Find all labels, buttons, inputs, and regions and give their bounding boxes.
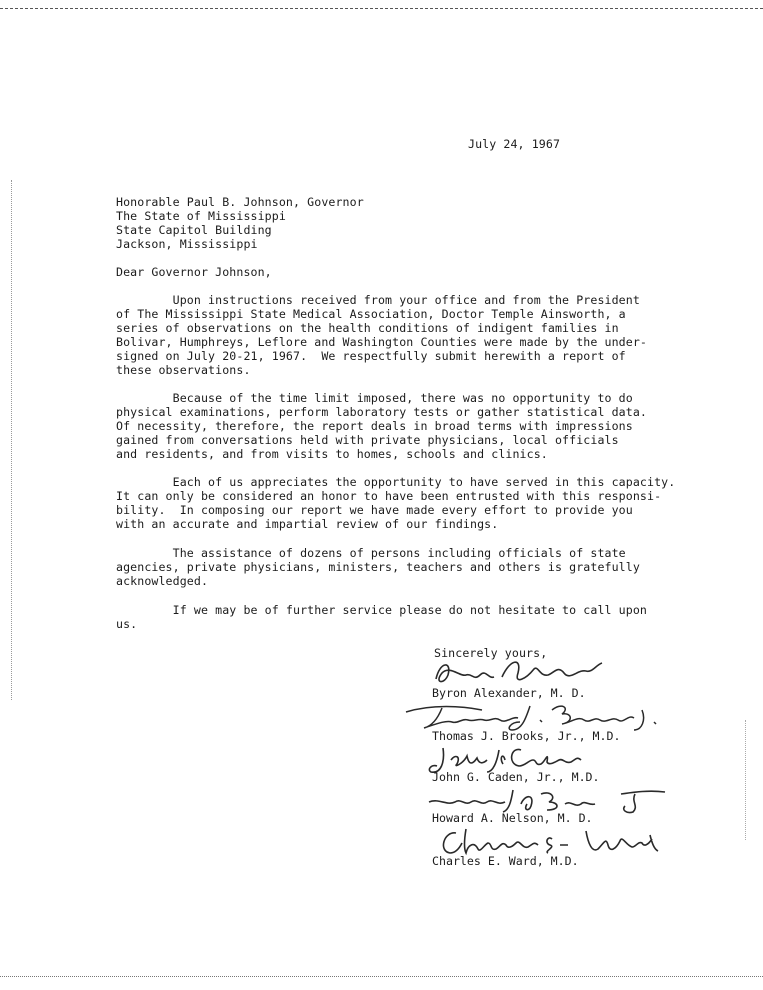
recipient-address: Honorable Paul B. Johnson, Governor The State of Mississippi State Capitol Building Jackson, Mississippi: [116, 195, 364, 251]
paragraph-2: Because of the time limit imposed, there was no opportunity to do physical examinations, perform laboratory tests or gather statistical data. Of necessity, therefore, the report deals in broad terms with impressions gained from conversations held with private physicians, local officials and residents, and from visits to homes, schools and clinics.: [116, 391, 648, 461]
closing: Sincerely yours,: [434, 646, 548, 660]
scan-edge-top: [0, 8, 763, 9]
paragraph-4: The assistance of dozens of persons including officials of state agencies, private physicians, ministers, teachers and others is gratefully acknowledged.: [116, 546, 640, 588]
signer-name-2: Thomas J. Brooks, Jr., M.D.: [432, 729, 621, 743]
signer-name-4: Howard A. Nelson, M. D.: [432, 811, 593, 825]
signer-name-5: Charles E. Ward, M.D.: [432, 854, 579, 868]
signer-name-1: Byron Alexander, M. D.: [432, 686, 586, 700]
paragraph-3: Each of us appreciates the opportunity to have served in this capacity. It can only be considered an honor to have been entrusted with this responsi- bility. In composing our report we have made every effort to provide you with an accurate and impartial review of our findings.: [116, 475, 676, 531]
paragraph-1: Upon instructions received from your office and from the President of The Mississippi State Medical Association, Doctor Temple Ainsworth, a series of observations on the health conditions of indigent families in Bolivar, Humphreys, Leflore and Washington Counties were made by the under- signed on July 20-21, 1967. We respectfully submit herewith a report of these observations.: [116, 293, 648, 377]
signer-name-3: John G. Caden, Jr., M.D.: [432, 770, 600, 784]
letter-date: July 24, 1967: [468, 137, 561, 151]
salutation: Dear Governor Johnson,: [116, 265, 272, 279]
scan-edge-bottom: [0, 976, 763, 977]
scan-edge-left: [11, 180, 12, 700]
paragraph-5: If we may be of further service please do not hesitate to call upon us.: [116, 603, 648, 631]
scan-edge-right: [745, 720, 746, 840]
